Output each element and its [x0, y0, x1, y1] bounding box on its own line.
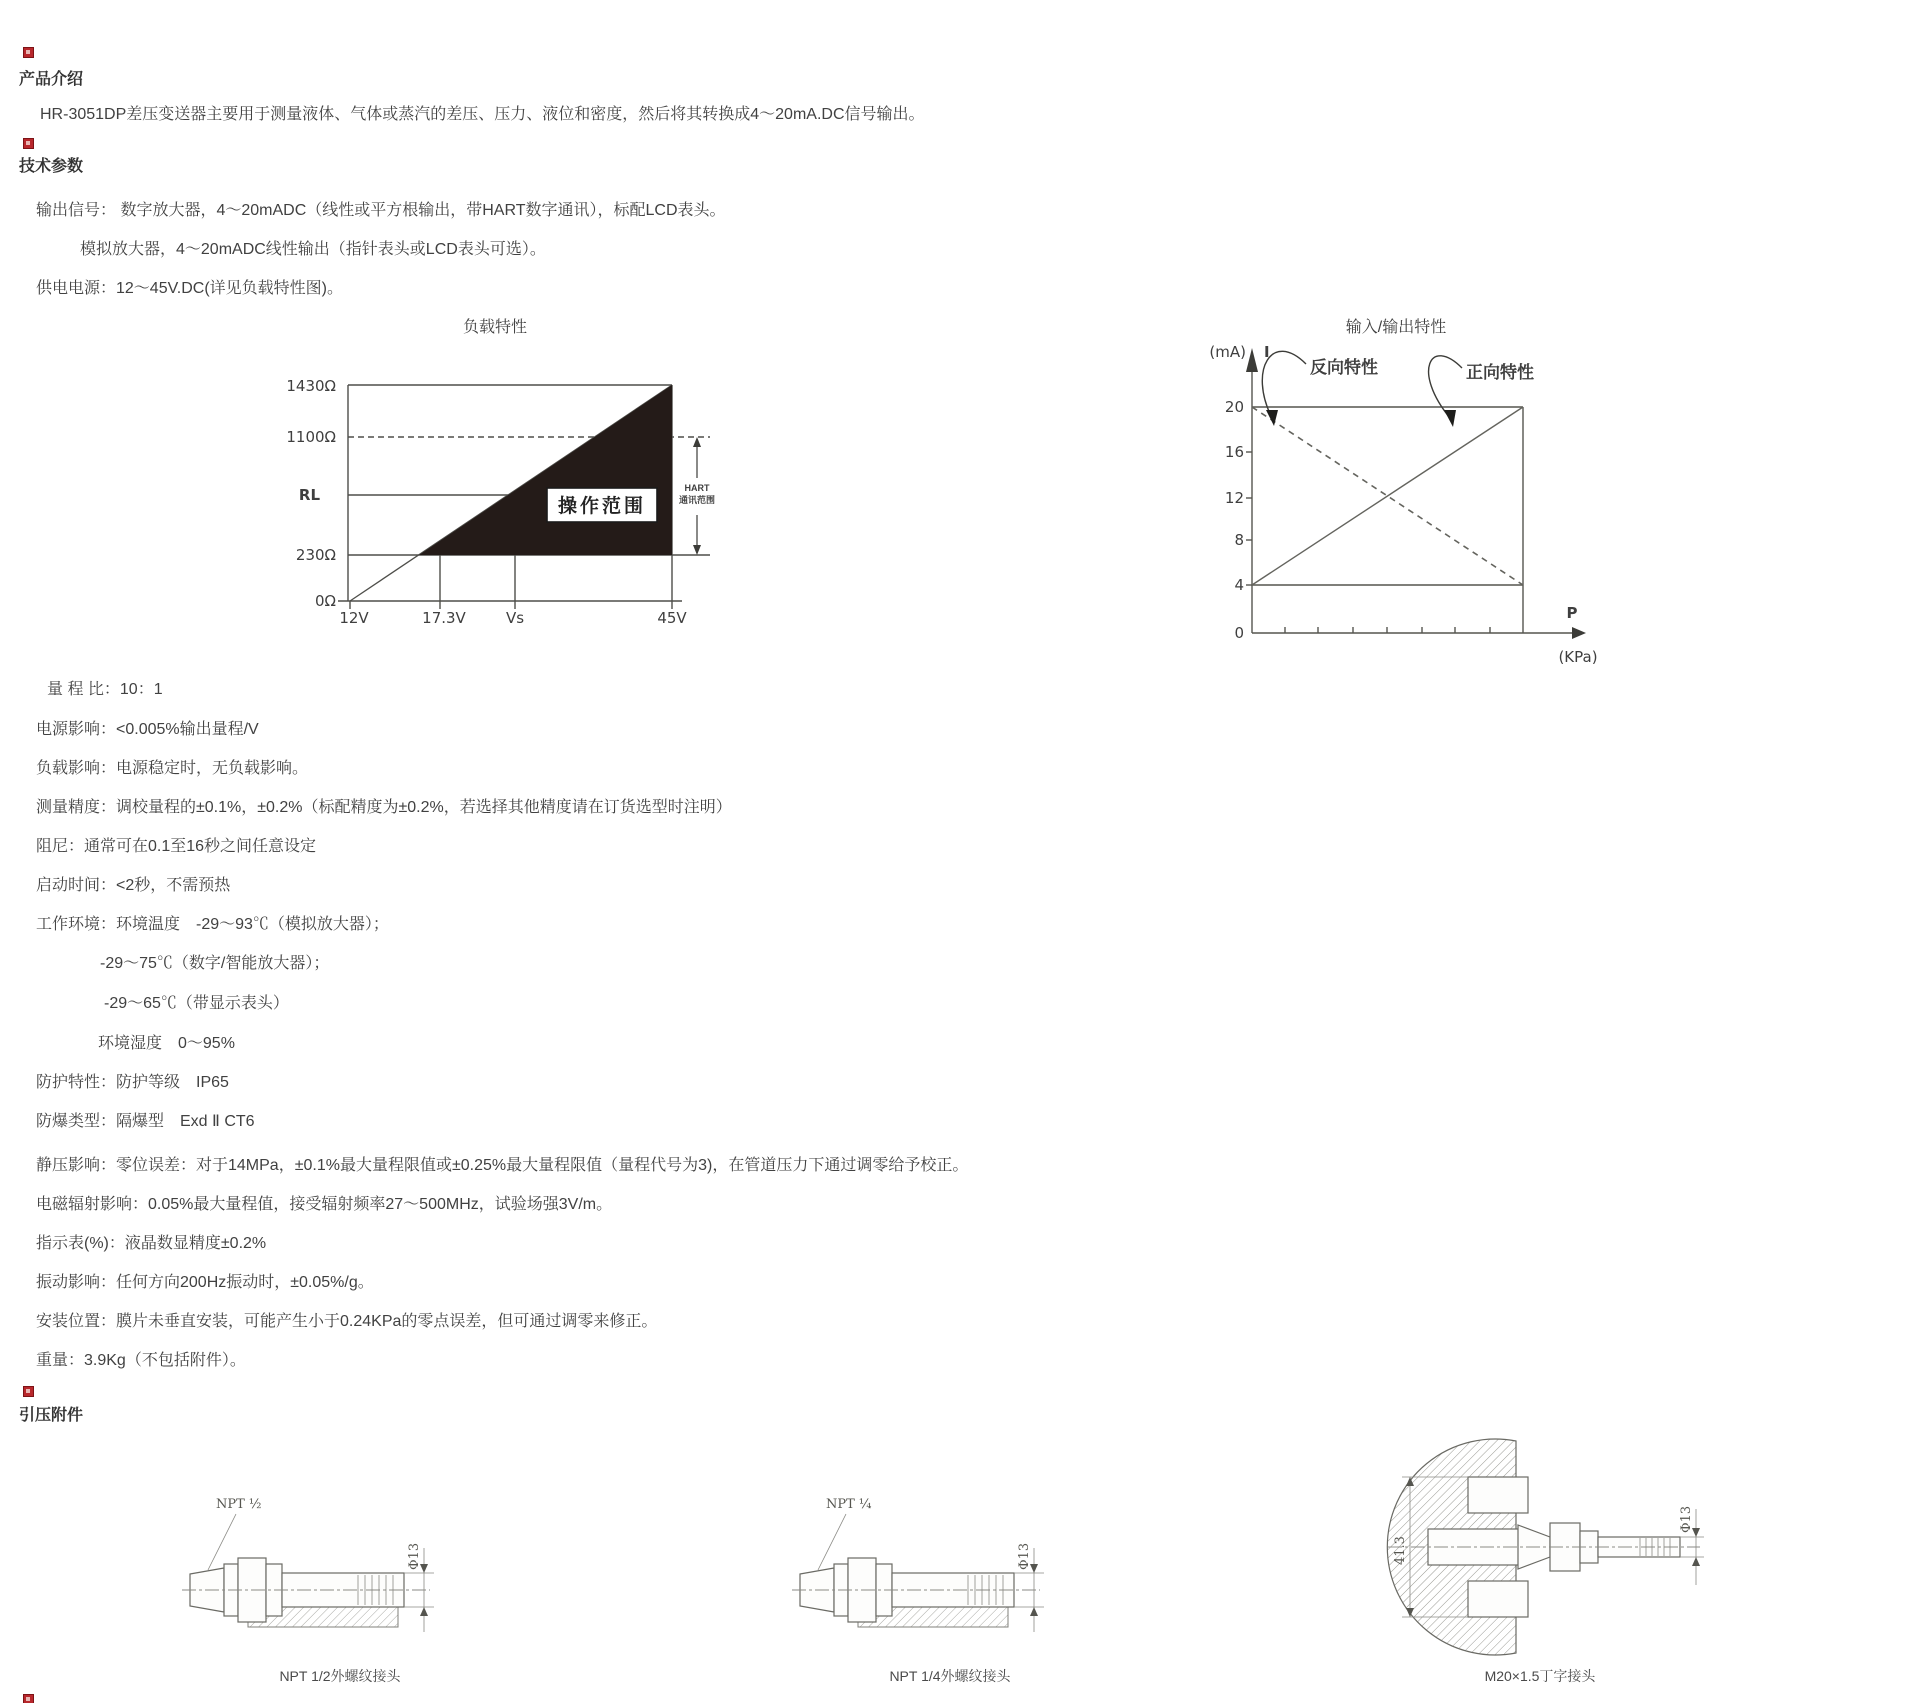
- tech-heading: 技术参数: [19, 158, 84, 175]
- accessories-heading: 引压附件: [19, 1407, 84, 1424]
- hart-label-line2: 通讯范围: [678, 495, 716, 505]
- diameter-label: Φ13: [1679, 1505, 1694, 1533]
- chart1-xtick: 45V: [657, 609, 687, 627]
- chart2-ytick: 16: [1224, 443, 1244, 461]
- forward-label: 正向特性: [1466, 363, 1534, 382]
- operating-range-label: 操作范围: [557, 496, 647, 517]
- chart2-x-unit: (KPa): [1558, 648, 1598, 666]
- spec-line: 环境湿度 0～95%: [98, 1035, 235, 1052]
- spec-line: 防爆类型：隔爆型 Exd Ⅱ CT6: [36, 1113, 255, 1130]
- chart1-xtick: 12V: [339, 609, 369, 627]
- spec-line: 电磁辐射影响：0.05%最大量程值，接受辐射频率27～500MHz，试验场强3V/m。: [36, 1196, 613, 1213]
- spec-line: 防护特性：防护等级 IP65: [36, 1074, 229, 1091]
- thread-callout-label: NPT ½: [216, 1497, 262, 1512]
- thread-callout-label: NPT ¼: [826, 1497, 872, 1512]
- intro-heading: 产品介绍: [19, 71, 84, 88]
- chart1-ytick: RL: [298, 486, 320, 504]
- spec-line: -29～75℃（数字/智能放大器）；: [100, 955, 330, 972]
- fitting-body: [1387, 1439, 1700, 1655]
- reverse-label: 反向特性: [1310, 358, 1378, 377]
- spec-line: 量 程 比：10：1: [47, 681, 163, 698]
- callout-leader-line: [818, 1514, 846, 1570]
- spec-line: 静压影响：零位误差：对于14MPa，±0.1%最大量程限值或±0.25%最大量程限值（量程代号为3)，在管道压力下通过调零给予校正。: [36, 1157, 969, 1174]
- hart-arrow-up-icon: [693, 437, 701, 447]
- reverse-arrow-icon: [1266, 410, 1278, 426]
- section-bullet-icon: [23, 138, 34, 149]
- load-characteristics-chart: [220, 310, 740, 640]
- fitting-body: [182, 1558, 430, 1627]
- dim-arrow-icon: [420, 1607, 428, 1616]
- hart-label-line1: HART: [684, 483, 710, 493]
- spec-line: 振动影响：任何方向200Hz振动时，±0.05%/g。: [36, 1274, 374, 1291]
- spec-line: -29～65℃（带显示表头）: [104, 995, 289, 1012]
- input-output-characteristics-chart: [1180, 300, 1620, 680]
- section-bullet-icon: [23, 47, 34, 58]
- section-bullet-icon: [23, 1694, 34, 1703]
- chart1-ytick: 230Ω: [295, 546, 336, 564]
- chart2-title: 输入/输出特性: [1345, 319, 1447, 336]
- spec-line: 测量精度：调校量程的±0.1%，±0.2%（标配精度为±0.2%，若选择其他精度请在订货选型时注明）: [36, 799, 732, 816]
- spec-line: 输出信号： 数字放大器，4～20mADC（线性或平方根输出，带HART数字通讯），标配LCD表头。: [36, 202, 726, 219]
- spec-line: 指示表(%)：液晶数显精度±0.2%: [36, 1235, 267, 1252]
- fitting-caption: M20×1.5丁字接头: [1484, 1668, 1596, 1684]
- dim-arrow-icon: [1692, 1557, 1700, 1566]
- fitting-body: [792, 1558, 1040, 1627]
- m20-tee-fitting-drawing: [1368, 1425, 1708, 1670]
- chart2-ytick: 8: [1234, 531, 1244, 549]
- npt-quarter-fitting-drawing: [788, 1478, 1088, 1668]
- spec-line: 重量：3.9Kg（不包括附件）。: [36, 1352, 246, 1369]
- reverse-callout-arc: [1262, 351, 1306, 418]
- y-axis-arrow-icon: [1246, 348, 1258, 372]
- fitting-caption: NPT 1/4外螺纹接头: [889, 1668, 1011, 1684]
- chart2-ytick: 0: [1234, 624, 1244, 642]
- forward-arrow-icon: [1444, 410, 1456, 427]
- spec-line: 电源影响：<0.005%输出量程/V: [36, 721, 259, 738]
- height-label: 41.3: [1393, 1536, 1408, 1565]
- spec-line: 供电电源：12～45V.DC(详见负载特性图)。: [36, 280, 344, 297]
- callout-leader-line: [208, 1514, 236, 1570]
- chart1-ytick: 0Ω: [314, 592, 336, 610]
- chart1-xtick: 17.3V: [422, 609, 466, 627]
- chart2-ytick: 20: [1224, 398, 1244, 416]
- spec-line: 阻尼：通常可在0.1至16秒之间任意设定: [36, 838, 317, 855]
- chart2-ytick: 4: [1234, 576, 1244, 594]
- x-axis-arrow-icon: [1572, 627, 1586, 639]
- dim-arrow-icon: [1030, 1607, 1038, 1616]
- diameter-label: Φ13: [407, 1542, 422, 1570]
- chart1-ytick: 1430Ω: [286, 377, 336, 395]
- chart2-axes: [1246, 362, 1576, 633]
- diameter-label: Φ13: [1017, 1542, 1032, 1570]
- chart2-y-unit: (mA): [1209, 343, 1246, 361]
- section-bullet-icon: [23, 1386, 34, 1397]
- chart2-y-axis-label: I: [1264, 343, 1270, 361]
- spec-line: 模拟放大器，4～20mADC线性输出（指针表头或LCD表头可选）。: [80, 241, 546, 258]
- spec-line: 工作环境：环境温度 -29～93℃（模拟放大器）；: [36, 916, 389, 933]
- spec-line: 启动时间：<2秒，不需预热: [36, 877, 231, 894]
- npt-half-fitting-drawing: [178, 1478, 478, 1668]
- spec-line: 安装位置：膜片未垂直安装，可能产生小于0.24KPa的零点误差，但可通过调零来修正。: [36, 1313, 658, 1330]
- spec-line: 负载影响：电源稳定时，无负载影响。: [36, 760, 309, 777]
- chart2-ytick: 12: [1224, 489, 1244, 507]
- forward-callout-arc: [1429, 356, 1462, 418]
- chart1-xtick: Vs: [505, 609, 525, 627]
- intro-paragraph: HR-3051DP差压变送器主要用于测量液体、气体或蒸汽的差压、压力、液位和密度，然后将其转换成4～20mA.DC信号输出。: [40, 106, 925, 123]
- chart1-ytick: 1100Ω: [286, 428, 336, 446]
- hart-arrow-down-icon: [693, 545, 701, 555]
- chart1-title: 负载特性: [462, 319, 528, 336]
- fitting-caption: NPT 1/2外螺纹接头: [279, 1668, 401, 1684]
- chart2-x-axis-label: P: [1566, 604, 1578, 622]
